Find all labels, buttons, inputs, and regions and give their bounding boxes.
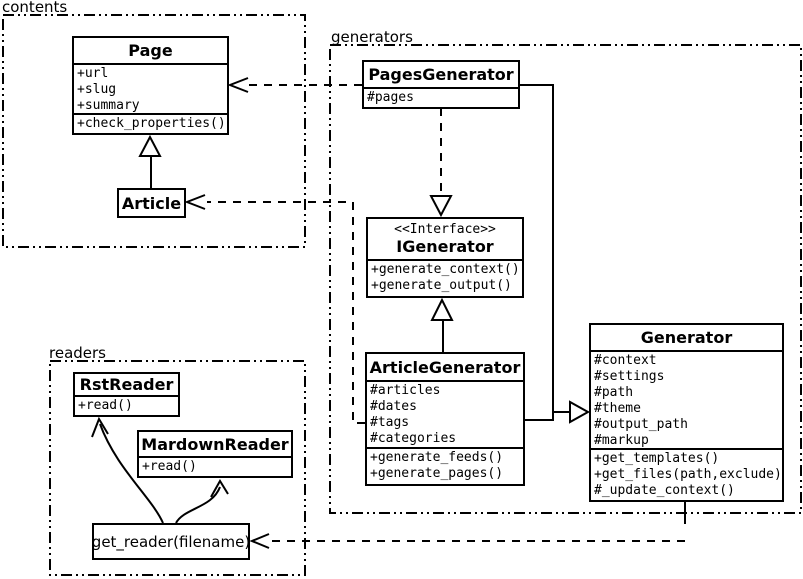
attribute: #tags — [370, 415, 410, 430]
attribute: #pages — [367, 90, 414, 105]
generalization-arrow-article-to-page — [140, 137, 160, 188]
attribute: #context — [594, 353, 657, 368]
class-methods-igenerator — [368, 259, 522, 296]
attribute: #theme — [594, 401, 641, 416]
package-label-readers: readers — [49, 344, 106, 362]
class-attributes-page — [74, 63, 227, 113]
method: #_update_context() — [594, 483, 735, 498]
attribute: #dates — [370, 399, 417, 414]
package-label-contents: contents — [2, 0, 68, 16]
method: +get_files(path,exclude) — [594, 467, 782, 482]
class-box-rstreader — [73, 372, 180, 417]
association-arrow-getreader-to-mardownreader — [176, 481, 228, 523]
attribute: #output_path — [594, 417, 688, 432]
dependency-arrow-generator-to-getreader — [252, 500, 685, 548]
class-methods-generator — [591, 448, 782, 500]
class-title-articlegenerator: ArticleGenerator — [369, 357, 521, 377]
method: +generate_pages() — [370, 466, 504, 481]
package-label-generators: generators — [331, 28, 413, 46]
method: +check_properties() — [77, 116, 226, 131]
attribute: +slug — [77, 82, 117, 97]
method: +generate_feeds() — [370, 450, 504, 465]
class-methods-articlegenerator — [367, 447, 523, 484]
class-title-article: Article — [121, 193, 182, 213]
class-title-pagesgenerator: PagesGenerator — [368, 65, 514, 84]
class-box-article — [117, 188, 186, 218]
class-title-page: Page — [128, 41, 173, 60]
class-box-generator — [589, 323, 784, 502]
class-attributes-generator — [591, 350, 782, 448]
method: +generate_context() — [371, 262, 520, 277]
class-attributes-pagesgenerator — [364, 87, 518, 107]
attribute: +url — [77, 66, 109, 81]
method: +get_templates() — [594, 451, 720, 466]
class-stereotype-igenerator: <<Interface>> — [394, 222, 496, 237]
attribute: #path — [594, 385, 634, 400]
dependency-arrow-pagesgenerator-to-page — [230, 78, 362, 92]
function-label-get-reader: get_reader(filename) — [91, 532, 251, 551]
attribute: #settings — [594, 369, 665, 384]
class-box-page — [72, 36, 229, 135]
class-attributes-articlegenerator — [367, 380, 523, 447]
class-title-mardownreader: MardownReader — [141, 434, 289, 454]
class-box-articlegenerator — [365, 352, 525, 486]
method: +generate_output() — [371, 278, 512, 293]
class-box-igenerator — [366, 217, 524, 298]
class-header-igenerator — [368, 219, 522, 259]
class-methods-rstreader — [75, 395, 178, 415]
dependency-arrow-articlegenerator-to-article — [187, 195, 365, 423]
attribute: #categories — [370, 431, 457, 446]
attribute: #articles — [370, 383, 441, 398]
method: +read() — [142, 459, 197, 474]
method: +read() — [78, 398, 133, 413]
attribute: +summary — [77, 98, 140, 113]
class-title-igenerator: IGenerator — [396, 237, 494, 256]
class-title-generator: Generator — [640, 328, 733, 347]
class-box-pagesgenerator — [362, 60, 520, 109]
class-methods-mardownreader — [139, 456, 291, 476]
attribute: #markup — [594, 433, 649, 448]
class-methods-page — [74, 113, 227, 133]
class-box-mardownreader — [137, 430, 293, 478]
generalization-arrow-articlegenerator-to-igenerator — [432, 300, 452, 352]
function-box-get-reader — [92, 523, 250, 560]
generalization-arrow-generators-to-generator — [520, 85, 588, 422]
realization-arrow-pagesgenerator-to-igenerator — [431, 108, 451, 215]
class-title-rstreader: RstReader — [79, 375, 174, 394]
